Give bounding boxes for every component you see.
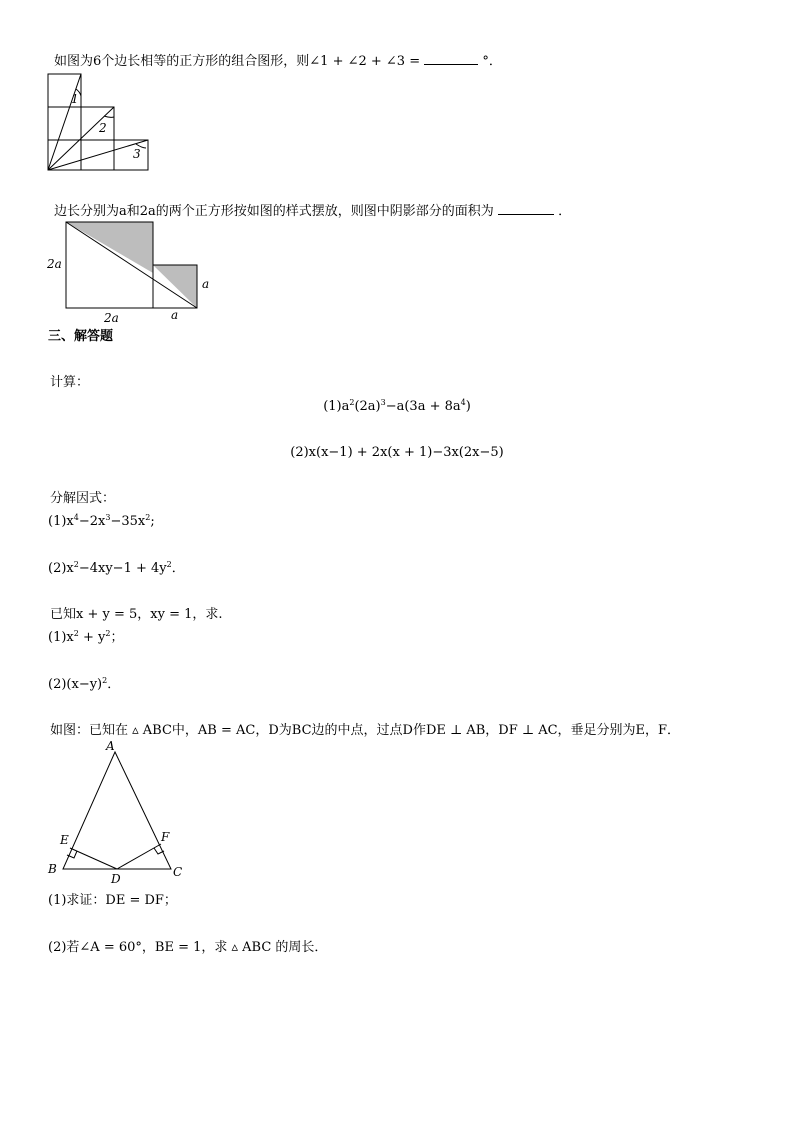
- vertex-label-f: F: [161, 830, 170, 844]
- question-2: [54, 202, 571, 220]
- question-4-item-1: $(1)x^4-2x^3-35x^2$;: [48, 513, 155, 529]
- vertex-label-c: C: [173, 865, 183, 879]
- question-1-unit: °．: [482, 54, 502, 69]
- question-1-text: 如图为6个边长相等的正方形的组合图形，则∠1 + ∠2 + ∠3 =: [54, 54, 421, 69]
- question-3-prompt: 计算：: [50, 375, 90, 390]
- question-4-item-2: $(2)x^2-4xy-1 + 4y^2$．: [48, 560, 185, 576]
- question-2-text: 边长分别为a和2a的两个正方形按如图的样式摆放，则图中阴影部分的面积为: [54, 204, 494, 219]
- question-1: [54, 52, 502, 70]
- question-6-prompt: 如图：已知在 ▵ ABC中，AB = AC，D为BC边的中点，过点D作DE ⊥ AB，DF ⊥ AC，垂足分别为E，F．: [50, 723, 681, 738]
- angle-arc-2: [104, 116, 114, 117]
- vertex-label-b: B: [48, 862, 57, 876]
- triangle-abc: [63, 752, 171, 869]
- answer-blank[interactable]: [424, 52, 478, 65]
- squares-figure: [46, 72, 156, 174]
- vertex-label-a: A: [106, 739, 115, 753]
- label-right-a: a: [202, 277, 210, 291]
- square: [114, 140, 148, 170]
- answer-blank[interactable]: [498, 202, 554, 215]
- question-6-item-1: (1)求证：DE = DF；: [48, 893, 177, 908]
- label-left-2a: 2a: [47, 257, 62, 271]
- question-3-item-2: (2)x(x−1) + 2x(x + 1)−3x(2x−5): [290, 445, 504, 460]
- diagonal-line-1: [48, 74, 81, 170]
- question-5-prompt: 已知x + y = 5，xy = 1，求.: [50, 607, 223, 622]
- question-2-end: ．: [558, 204, 572, 219]
- question-5-item-1: $(1)x^2 + y^2$；: [48, 629, 124, 645]
- angle-label-1: 1: [71, 92, 79, 106]
- section-title: 三、解答题: [48, 329, 114, 344]
- question-6-item-2: (2)若∠A = 60°，BE = 1，求 ▵ ABC 的周长．: [48, 940, 328, 955]
- question-5-item-2: $(2)(x-y)^2$．: [48, 676, 121, 692]
- question-3-item-1: $(1)a^2(2a)^3-a(3a + 8a^4)$: [323, 398, 471, 414]
- label-bottom-a: a: [171, 308, 179, 322]
- angle-label-2: 2: [99, 121, 107, 135]
- question-4-prompt: 分解因式：: [50, 491, 116, 506]
- triangle-figure: [44, 740, 194, 886]
- two-squares-figure: [44, 220, 224, 326]
- vertex-label-e: E: [60, 833, 69, 847]
- angle-label-3: 3: [133, 147, 141, 161]
- label-bottom-2a: 2a: [104, 311, 119, 325]
- shaded-region-top: [66, 222, 153, 273]
- vertex-label-d: D: [111, 872, 121, 886]
